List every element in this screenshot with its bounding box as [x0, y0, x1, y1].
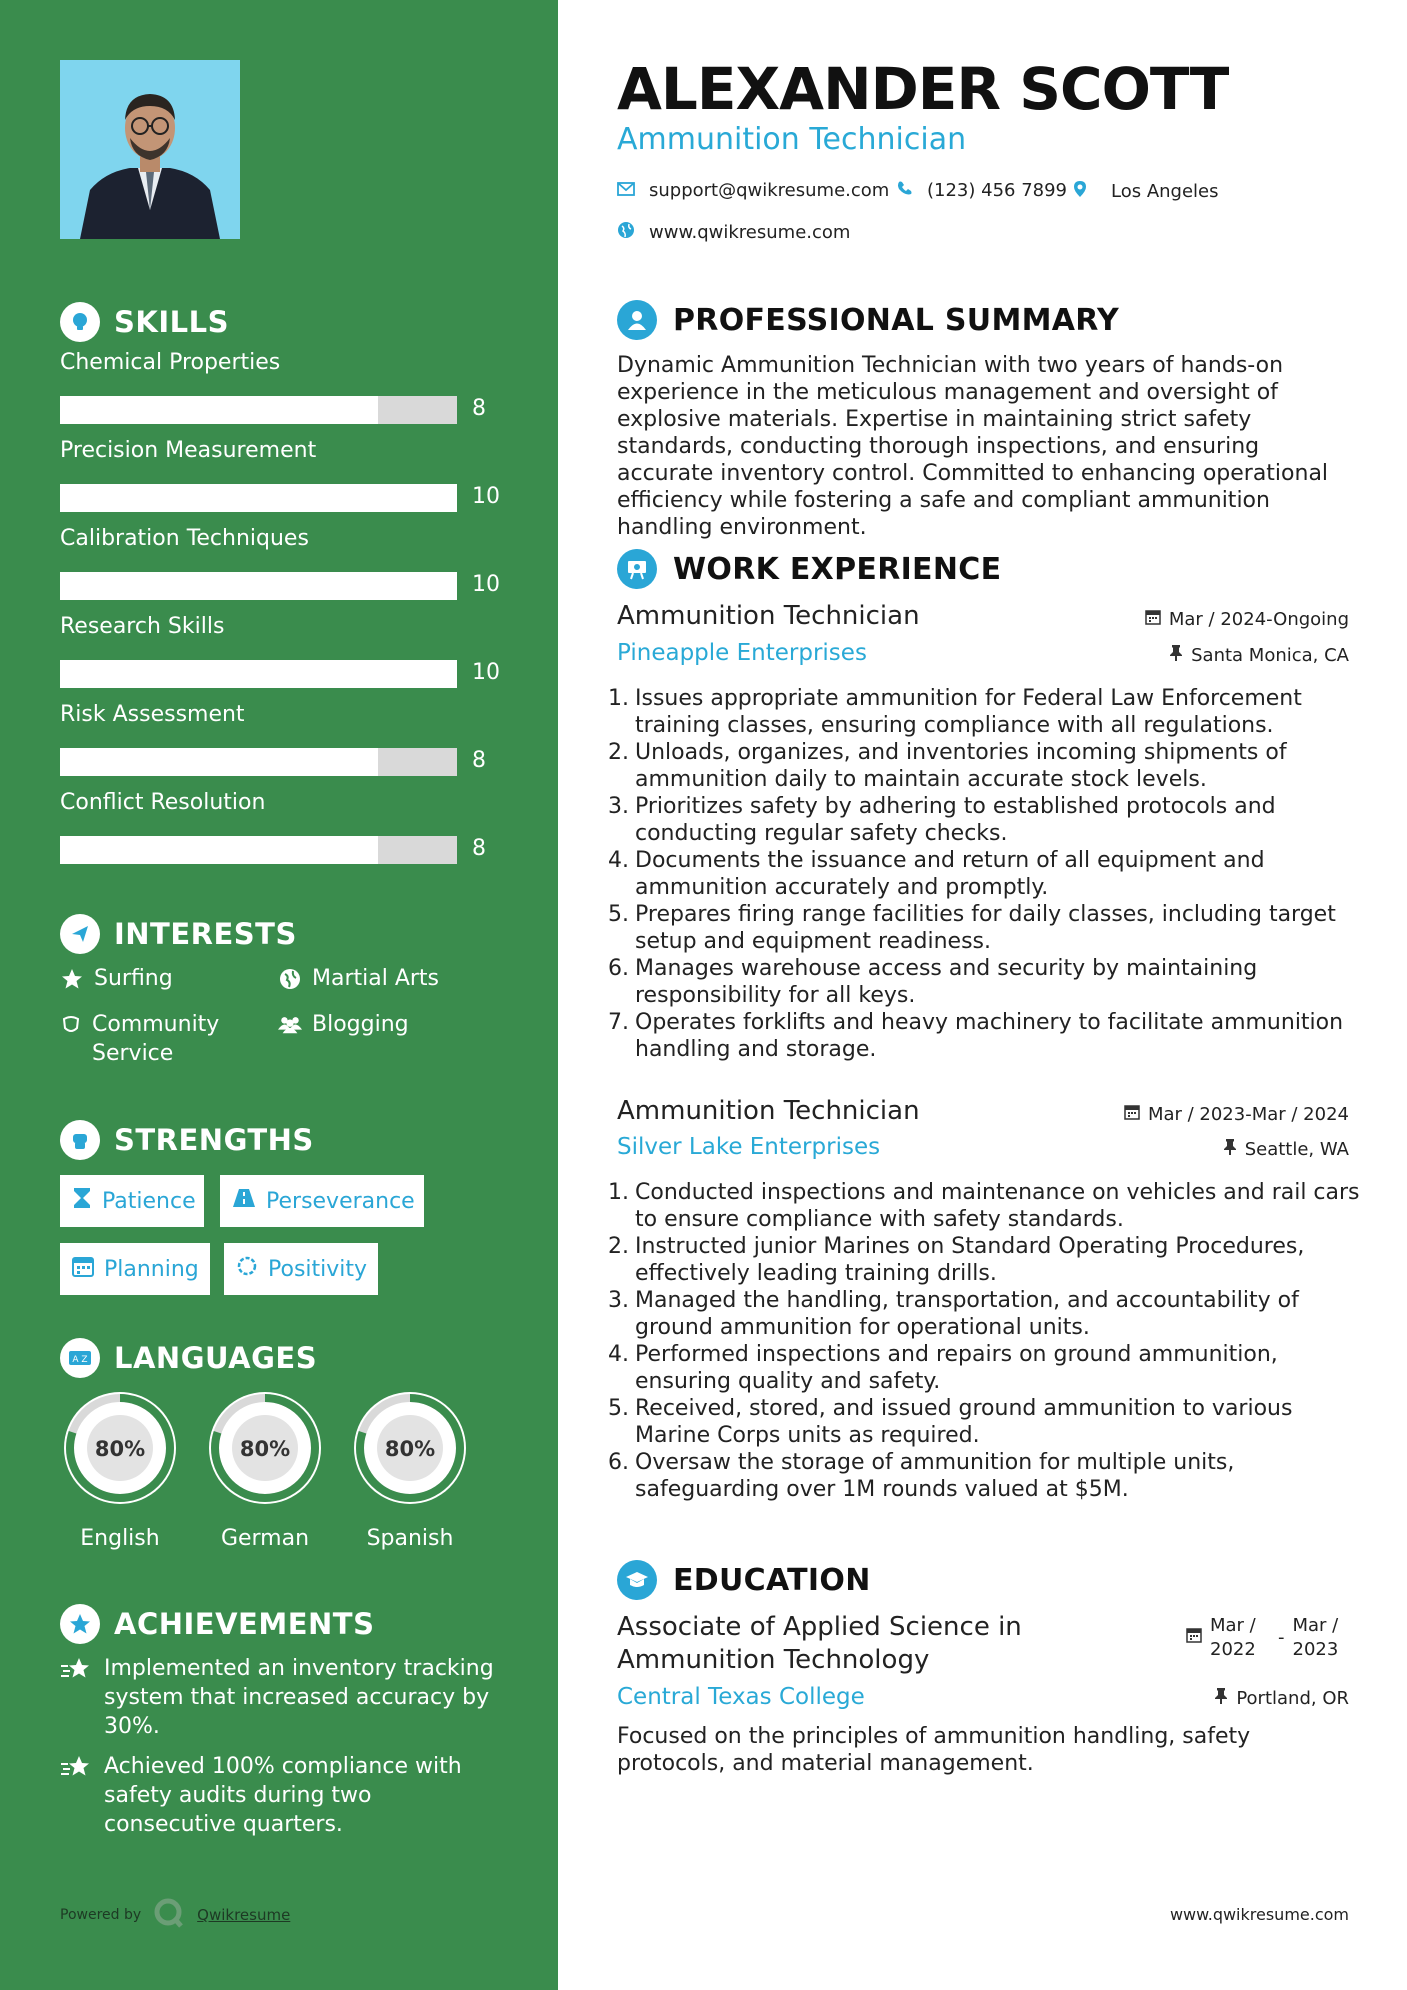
interest-label: Martial Arts [312, 966, 440, 991]
summary-text: Dynamic Ammunition Technician with two years of hands-on experience in the meticulous management and oversight of explosive materials. Expertise in maintaining strict safety standards, conducting thorough inspections, and ensuring accurate inventory control. Committed to enhancing operational efficiency while fostering a safe and compliant ammunition handling environment. [617, 353, 1329, 540]
strength-label: Positivity [268, 1256, 368, 1282]
interests-heading [60, 914, 297, 954]
bullet-text: Unloads, organizes, and inventories incoming shipments of ammunition daily to maintain accurate stock levels. [635, 740, 1287, 792]
contact-website [617, 221, 850, 244]
date-part: Mar / [1292, 1615, 1339, 1636]
achievement-item [60, 1752, 500, 1839]
skill-value: 10 [472, 660, 500, 685]
interest-item [60, 1010, 260, 1068]
interests-title: INTERESTS [114, 917, 297, 951]
circle-notch-icon [236, 1255, 258, 1283]
skill-item [60, 702, 500, 773]
skill-bar-fill [60, 660, 457, 688]
date-separator: - [1278, 1627, 1285, 1648]
language-name: German [220, 1526, 310, 1551]
job-location-text: Seattle, WA [1244, 1139, 1349, 1160]
job-bullets [607, 685, 1362, 1063]
svg-text:A Z: A Z [72, 1355, 88, 1365]
calendar-icon [1186, 1626, 1202, 1650]
interest-label: Blogging [312, 1012, 409, 1037]
skill-bar [60, 396, 457, 424]
interest-item [60, 964, 173, 993]
skills-heading [60, 302, 229, 342]
calendar-icon [1124, 1104, 1140, 1125]
globe-icon [617, 221, 635, 244]
school-name: Central Texas College [617, 1684, 865, 1710]
achievements-heading [60, 1604, 374, 1644]
skill-bar [60, 748, 457, 776]
job-date-text: Mar / 2023-Mar / 2024 [1147, 1104, 1349, 1125]
education-title: EDUCATION [673, 1562, 871, 1598]
list-item: 5. Prepares firing range facilities for daily classes, including target setup and equipment readiness. [607, 901, 1362, 955]
skill-name: Precision Measurement [60, 438, 317, 463]
phone-icon [897, 180, 913, 201]
strength-label: Patience [102, 1188, 196, 1214]
language-ring [348, 1386, 472, 1510]
skill-bar [60, 484, 457, 512]
user-icon [617, 300, 657, 340]
interest-label: Community Service [92, 1012, 220, 1066]
skill-bar [60, 836, 457, 864]
language-name: English [80, 1526, 160, 1551]
bullet-text: Documents the issuance and return of all equipment and ammunition accurately and promptly. [635, 848, 1265, 900]
job-date [1145, 609, 1349, 630]
skill-bar [60, 572, 457, 600]
achievement-text: Achieved 100% compliance with safety audits during two consecutive quarters. [104, 1754, 462, 1837]
strengths-heading [60, 1120, 314, 1160]
strength-badge [60, 1175, 204, 1227]
language-ring [58, 1386, 182, 1510]
skill-item [60, 526, 500, 597]
language-name: Spanish [366, 1526, 454, 1551]
language-percent: 80% [239, 1437, 291, 1461]
qwikresume-link[interactable]: Qwikresume [197, 1906, 291, 1924]
education-date [1186, 1614, 1338, 1662]
skill-bar-fill [60, 572, 457, 600]
list-item: 4. Performed inspections and repairs on ground ammunition, ensuring quality and safety. [607, 1341, 1362, 1395]
skill-item [60, 790, 500, 861]
degree-title [617, 1611, 1022, 1677]
email-text[interactable]: support@qwikresume.com [649, 180, 890, 201]
candidate-title: Ammunition Technician [617, 122, 967, 157]
list-item: 5. Received, stored, and issued ground ammunition to various Marine Corps units as required. [607, 1395, 1362, 1449]
calendar-icon [1145, 609, 1161, 630]
shooting-star-icon [60, 1752, 94, 1781]
languages-heading [60, 1338, 317, 1378]
language-ring [203, 1386, 327, 1510]
skill-item [60, 438, 500, 509]
job-date [1124, 1104, 1349, 1125]
list-item: 1. Issues appropriate ammunition for Federal Law Enforcement training classes, ensuring compliance with all regulations. [607, 685, 1362, 739]
languages-title: LANGUAGES [114, 1341, 318, 1375]
qwikresume-logo-icon [153, 1897, 185, 1933]
strength-badge [220, 1175, 424, 1227]
language-item [58, 1386, 182, 1551]
bullet-text: Managed the handling, transportation, and accountability of ground ammunition for operational units. [635, 1288, 1299, 1340]
language-item [348, 1386, 472, 1551]
date-part: 2023 [1292, 1639, 1339, 1660]
list-item: 3. Managed the handling, transportation, and accountability of ground ammunition for operational units. [607, 1287, 1362, 1341]
bullet-text: Received, stored, and issued ground ammunition to various Marine Corps units as required. [635, 1396, 1293, 1448]
interest-label: Surfing [94, 966, 173, 991]
fist-icon [60, 1120, 100, 1160]
job-location-text: Santa Monica, CA [1191, 645, 1349, 666]
bullet-text: Prioritizes safety by adhering to established protocols and conducting regular safety checks. [635, 794, 1276, 846]
star-icon [60, 964, 84, 993]
experience-title: WORK EXPERIENCE [673, 551, 1002, 587]
list-item: 3. Prioritizes safety by adhering to established protocols and conducting regular safety checks. [607, 793, 1362, 847]
education-location [1214, 1687, 1349, 1710]
graduation-cap-icon [617, 1560, 657, 1600]
presentation-icon [617, 549, 657, 589]
language-item [203, 1386, 327, 1551]
skills-title: SKILLS [114, 305, 229, 339]
date-part: Mar / [1210, 1615, 1256, 1636]
interest-item [278, 1010, 409, 1039]
skill-value: 8 [472, 836, 486, 861]
list-item: 7. Operates forklifts and heavy machinery to facilitate ammunition handling and storage. [607, 1009, 1362, 1063]
pushpin-icon [1214, 1687, 1228, 1710]
powered-by [60, 1897, 290, 1933]
skill-value: 8 [472, 396, 486, 421]
strength-label: Perseverance [266, 1188, 415, 1214]
contact-phone [897, 180, 1067, 201]
skill-value: 10 [472, 572, 500, 597]
skill-bar-fill [60, 748, 378, 776]
website-text[interactable]: www.qwikresume.com [649, 222, 851, 243]
education-heading [617, 1560, 871, 1600]
skill-name: Chemical Properties [60, 350, 281, 375]
strengths-title: STRENGTHS [114, 1123, 314, 1157]
experience-heading [617, 549, 1001, 589]
paper-plane-icon [60, 914, 100, 954]
language-icon [60, 1338, 100, 1378]
list-item: 2. Unloads, organizes, and inventories incoming shipments of ammunition daily to maintain accurate stock levels. [607, 739, 1362, 793]
list-item: 1. Conducted inspections and maintenance on vehicles and rail cars to ensure compliance with safety standards. [607, 1179, 1362, 1233]
skill-name: Risk Assessment [60, 702, 245, 727]
road-icon [232, 1187, 256, 1215]
achievement-item [60, 1654, 500, 1741]
job-title: Ammunition Technician [617, 601, 920, 631]
education-location-text: Portland, OR [1236, 1688, 1349, 1709]
bullet-text: Instructed junior Marines on Standard Operating Procedures, effectively leading training drills. [635, 1234, 1305, 1286]
skill-bar-fill [60, 396, 378, 424]
heart-hand-icon [60, 1010, 82, 1039]
date-part: 2022 [1210, 1639, 1256, 1660]
bullet-text: Conducted inspections and maintenance on vehicles and rail cars to ensure compliance with safety standards. [635, 1180, 1360, 1232]
education-date-start [1210, 1614, 1270, 1662]
degree-line: Ammunition Technology [617, 1645, 930, 1675]
job-bullets [607, 1179, 1362, 1503]
contact-location [1073, 180, 1219, 203]
language-percent: 80% [94, 1437, 146, 1461]
strength-badge [224, 1243, 378, 1295]
interest-item [278, 964, 439, 993]
bullet-text: Prepares firing range facilities for daily classes, including target setup and equipment readiness. [635, 902, 1336, 954]
degree-line: Associate of Applied Science in [617, 1612, 1022, 1642]
bullet-text: Manages warehouse access and security by maintaining responsibility for all keys. [635, 956, 1258, 1008]
job-date-text: Mar / 2024-Ongoing [1168, 609, 1349, 630]
job-company: Silver Lake Enterprises [617, 1134, 881, 1160]
skill-value: 8 [472, 748, 486, 773]
pushpin-icon [1223, 1138, 1237, 1161]
list-item: 2. Instructed junior Marines on Standard Operating Procedures, effectively leading training drills. [607, 1233, 1362, 1287]
list-item: 4. Documents the issuance and return of all equipment and ammunition accurately and promptly. [607, 847, 1362, 901]
bullet-text: Oversaw the storage of ammunition for multiple units, safeguarding over 1M rounds valued at $5M. [635, 1450, 1235, 1502]
award-star-icon [60, 1604, 100, 1644]
map-pin-icon [1073, 180, 1087, 203]
strength-label: Planning [104, 1256, 199, 1282]
skill-name: Calibration Techniques [60, 526, 309, 551]
education-description: Focused on the principles of ammunition handling, safety protocols, and material management. [617, 1724, 1251, 1776]
job-location [1169, 644, 1349, 667]
skill-bar [60, 660, 457, 688]
education-date-end [1293, 1614, 1339, 1662]
candidate-name: ALEXANDER SCOTT [617, 55, 1229, 123]
profile-photo [60, 60, 240, 239]
hourglass-icon [72, 1187, 92, 1215]
job-location [1223, 1138, 1349, 1161]
users-icon [278, 1010, 302, 1039]
skill-bar-fill [60, 836, 378, 864]
location-text: Los Angeles [1111, 181, 1219, 202]
skill-item [60, 350, 500, 421]
skill-bar-fill [60, 484, 457, 512]
bullet-text: Operates forklifts and heavy machinery to facilitate ammunition handling and storage. [635, 1010, 1344, 1062]
list-item: 6. Manages warehouse access and security by maintaining responsibility for all keys. [607, 955, 1362, 1009]
contact-email [617, 180, 889, 201]
pushpin-icon [1169, 644, 1183, 667]
lightbulb-icon [60, 302, 100, 342]
skill-item [60, 614, 500, 685]
sidebar [0, 0, 558, 1990]
summary-heading [617, 300, 1119, 340]
achievements-title: ACHIEVEMENTS [114, 1607, 375, 1641]
footer-url[interactable]: www.qwikresume.com [1169, 1905, 1349, 1924]
job-company: Pineapple Enterprises [617, 640, 867, 666]
shooting-star-icon [60, 1654, 94, 1683]
phone-text[interactable]: (123) 456 7899 [927, 180, 1068, 201]
powered-by-label: Powered by [60, 1907, 142, 1923]
envelope-icon [617, 180, 635, 201]
achievement-text: Implemented an inventory tracking system that increased accuracy by 30%. [104, 1656, 494, 1739]
strength-badge [60, 1243, 210, 1295]
bullet-text: Performed inspections and repairs on ground ammunition, ensuring quality and safety. [635, 1342, 1278, 1394]
job-title: Ammunition Technician [617, 1096, 920, 1126]
skill-value: 10 [472, 484, 500, 509]
language-percent: 80% [384, 1437, 436, 1461]
list-item: 6. Oversaw the storage of ammunition for multiple units, safeguarding over 1M rounds valued at $5M. [607, 1449, 1362, 1503]
skill-name: Research Skills [60, 614, 225, 639]
globe-icon [278, 964, 302, 993]
summary-title: PROFESSIONAL SUMMARY [673, 302, 1120, 338]
calendar-icon [72, 1255, 94, 1283]
skill-name: Conflict Resolution [60, 790, 266, 815]
bullet-text: Issues appropriate ammunition for Federal Law Enforcement training classes, ensuring compliance with all regulations. [635, 686, 1302, 738]
